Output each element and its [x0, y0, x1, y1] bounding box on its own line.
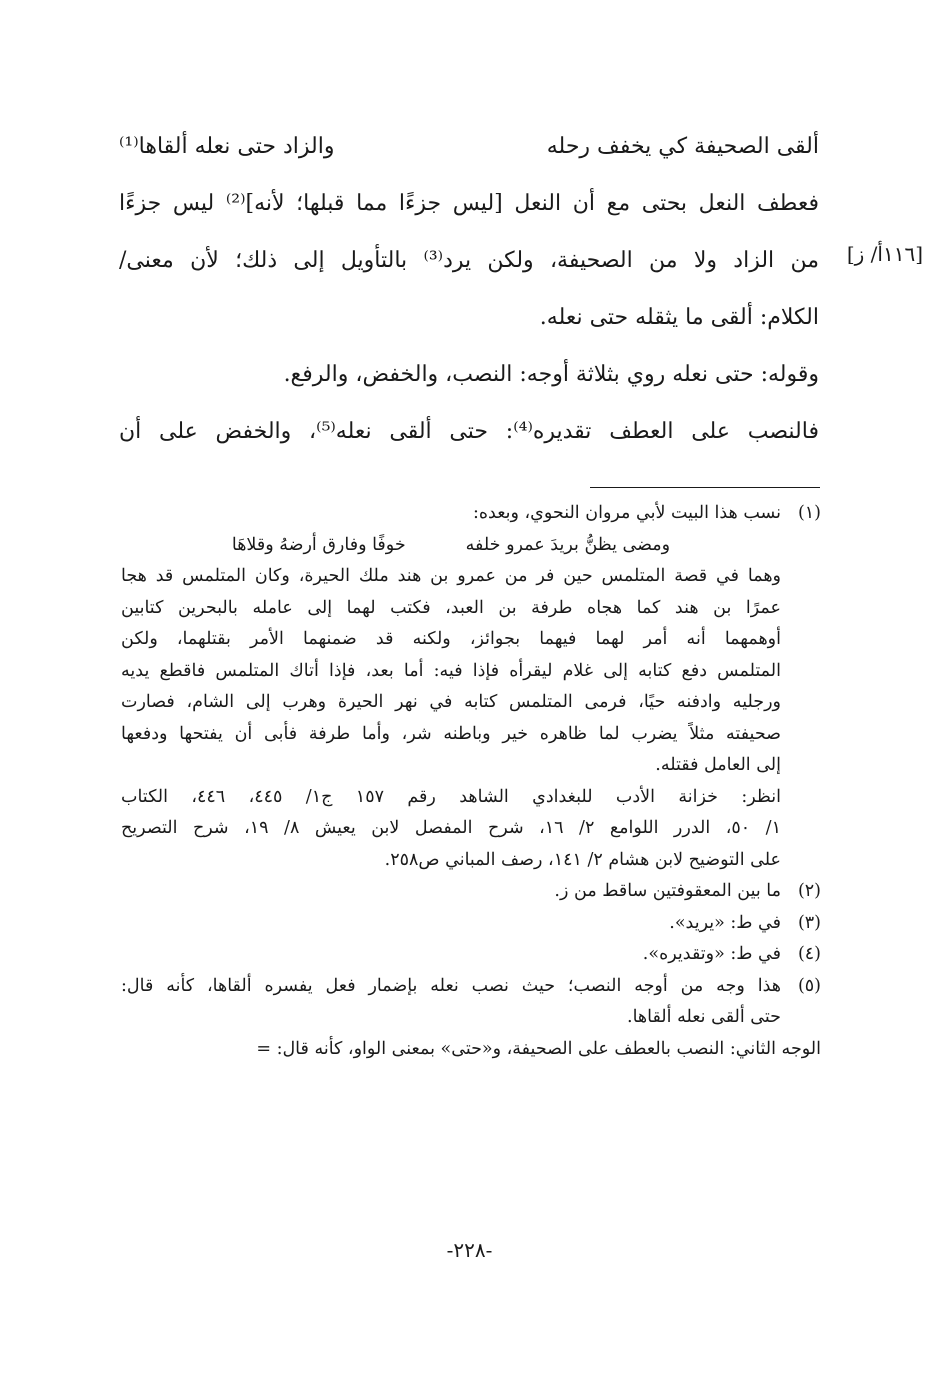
- footnote-separator: [590, 487, 820, 488]
- footnote-3: [121, 908, 821, 940]
- footnote-number: (٢): [797, 881, 821, 901]
- footnote-text: [121, 971, 781, 1034]
- footnote-text: في ط: «وتقديره».: [642, 944, 781, 964]
- footnotes: [121, 498, 821, 1065]
- reference-line: انظر: خزانة الأدب للبغدادي الشاهد رقم ١٥٧ ج١/ ٤٤٥، ٤٤٦، الكتاب: [121, 786, 782, 807]
- footnote-verse: [121, 530, 821, 562]
- footnote-5-line: هذا وجه من أوجه النصب؛ حيث نصب نعله بإضمار فعل يفسره ألقاها، كأنه قال:: [121, 975, 781, 996]
- main-line-5: فالنصب على العطف تقديره⁽⁴⁾: حتى ألقى نعله⁽⁵⁾، والخفض على أن: [119, 419, 819, 444]
- footnote-text: في ط: «يريد».: [669, 912, 781, 933]
- reference-line: ١/ ٥٠، الدرر اللوامع ٢/ ١٦، شرح المفصل لابن يعيش ٨/ ١٩، شرح التصريح: [121, 818, 781, 838]
- footnote-2: [121, 876, 821, 908]
- margin-manuscript-reference: [١١٦أ/ ز]: [846, 242, 923, 266]
- footnote-text: ما بين المعقوفتين ساقط من ز.: [554, 881, 781, 901]
- footnote-number: (٣): [797, 912, 821, 933]
- footnote-verse-first: ومضى يظنُّ بريدَ عمرو خلفه: [465, 534, 671, 555]
- main-text: [119, 118, 819, 460]
- footnote-5-line: حتى ألقى نعله ألقاها.: [627, 1007, 781, 1027]
- story-line: إلى العامل فقتله.: [655, 755, 781, 775]
- story-line: المتلمس دفع كتابه إلى غلام ليقرأه فإذا فيه: أما بعد، فإذا أتاك المتلمس فاقطع يديه: [121, 660, 781, 681]
- footnote-1-story: [121, 561, 821, 876]
- footnote-continuation: الوجه الثاني: النصب بالعطف على الصحيفة، و«حتى» بمعنى الواو، كأنه قال: =: [256, 1038, 821, 1059]
- verse-line: [119, 118, 819, 175]
- reference-line: على التوضيح لابن هشام ٢/ ١٤١، رصف المباني ص٢٥٨.: [384, 849, 781, 870]
- story-line: أوهمهما أنه أمر لهما فيهما بجوائز، ولكنه قد ضمنهما الأمر بقتلهما، ولكن: [121, 629, 781, 649]
- main-line-3: الكلام: ألقى ما يثقله حتى نعله.: [539, 305, 819, 330]
- footnote-number: (١): [797, 503, 821, 523]
- footnote-5: [121, 971, 821, 1034]
- story-line: عمرًا بن هند كما هجاه طرفة بن العبد، فكتب لهما إلى عامله بالبحرين كتابين: [121, 597, 781, 618]
- story-line: وهما في قصة المتلمس حين فر من عمرو بن هند ملك الحيرة، وكان المتلمس قد هجا: [121, 566, 781, 586]
- verse-first-hemistich: ألقى الصحيفة كي يخفف رحله: [546, 134, 819, 159]
- footnote-number: (٥): [797, 975, 821, 996]
- main-line-2: من الزاد ولا من الصحيفة، ولكن يرد⁽³⁾ بالتأويل إلى ذلك؛ لأن معنى/: [119, 248, 819, 273]
- footnote-number: (٤): [797, 944, 821, 964]
- footnote-intro: نسب هذا البيت لأبي مروان النحوي، وبعده:: [472, 503, 781, 523]
- verse-second-hemistich: والزاد حتى نعله ألقاها⁽¹⁾: [119, 134, 335, 159]
- story-line: ورجليه وادفنه حيًا، فرمى المتلمس كتابه في نهر الحيرة وهرب إلى الشام، فصارت: [121, 692, 781, 712]
- main-line-4: وقوله: حتى نعله روي بثلاثة أوجه: النصب، والخفض، والرفع.: [283, 362, 819, 387]
- footnote-verse-second: خوفًا وفارق أرضهُ وقلاهَا: [231, 534, 406, 555]
- main-line-1: فعطف النعل بحتى مع أن النعل [ليس جزءًا مما قبلها؛ لأنه]⁽²⁾ ليس جزءًا: [119, 191, 819, 216]
- page-number: -٢٢٨-: [446, 1238, 493, 1262]
- footnote-4: [121, 939, 821, 971]
- footnote-1: [121, 498, 821, 530]
- story-line: صحيفته مثلاً يضرب لما ظاهره خير وباطنه شر، وأما طرفة فأبى أن يفتحها ودفعها: [121, 723, 781, 744]
